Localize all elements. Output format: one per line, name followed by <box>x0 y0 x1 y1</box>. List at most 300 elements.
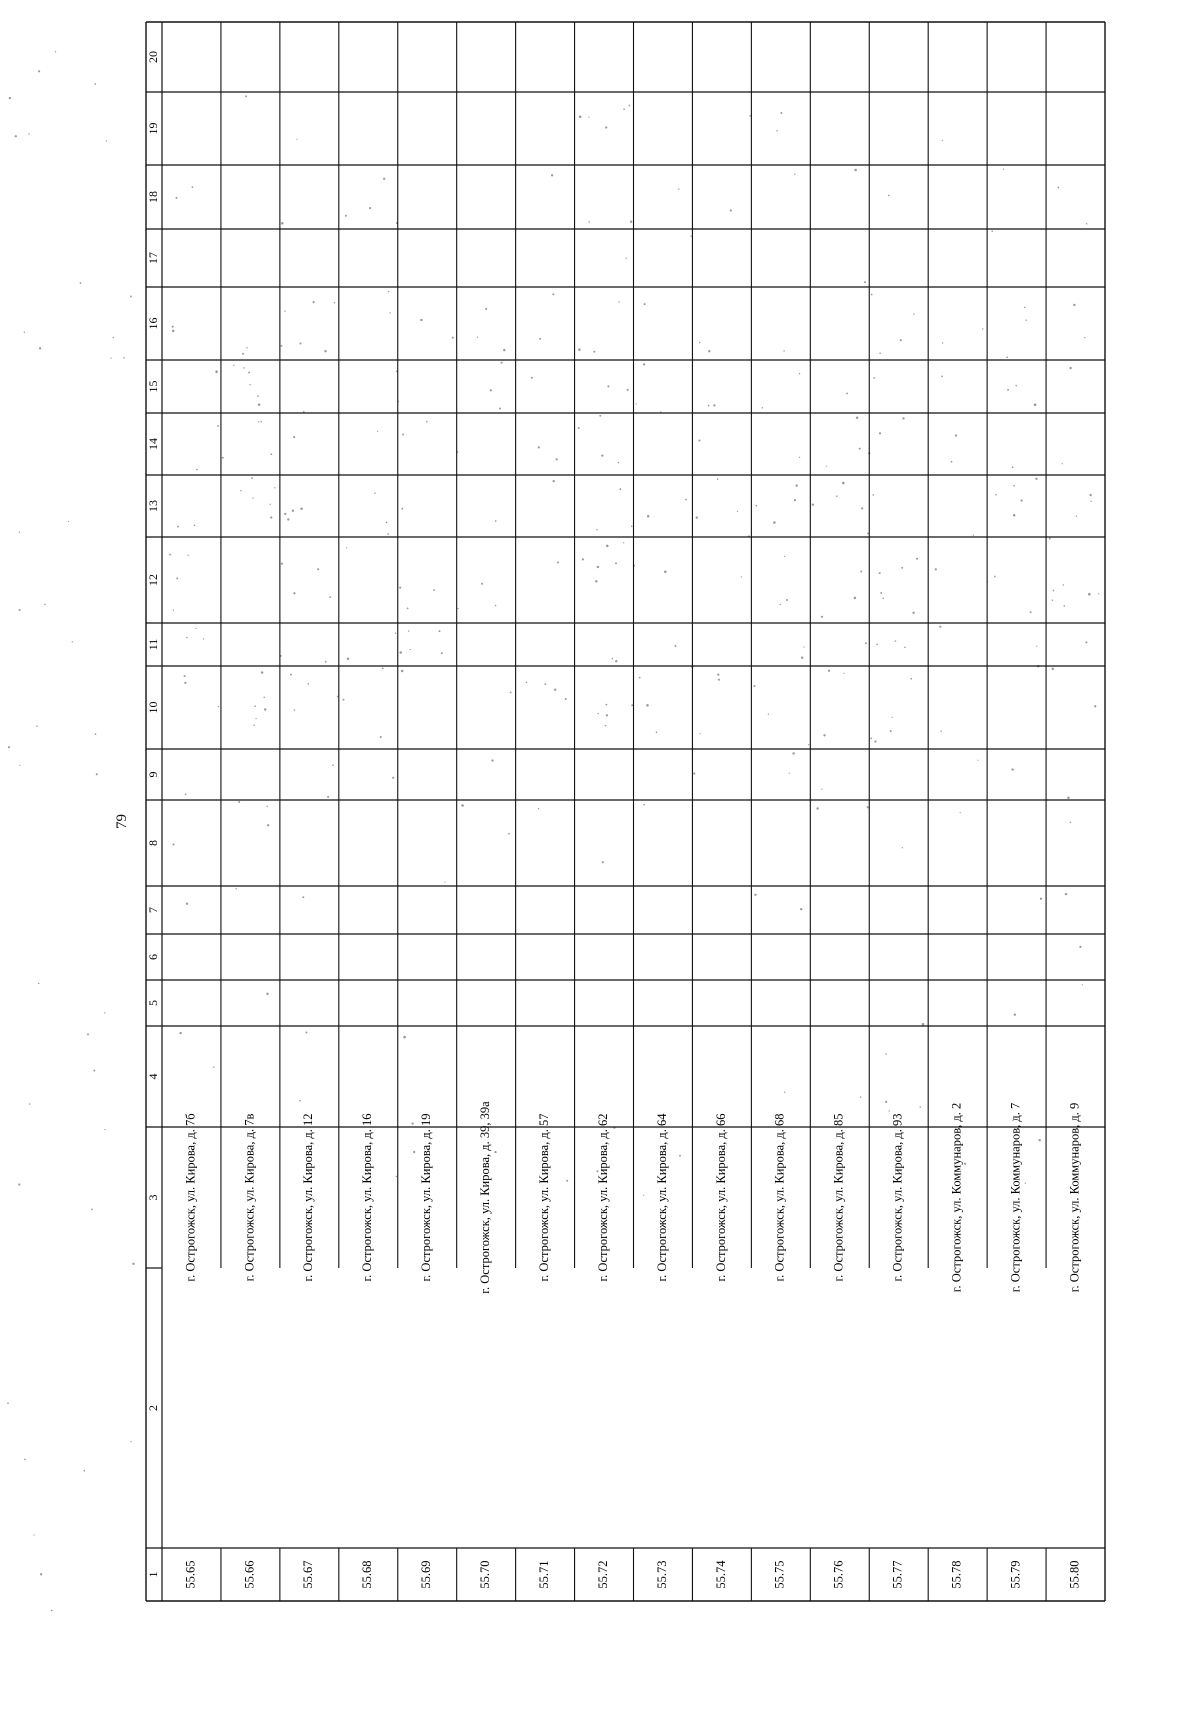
scan-speck <box>786 599 788 601</box>
scan-speck <box>324 350 326 352</box>
scan-speck <box>240 490 241 491</box>
scan-speck <box>426 421 428 423</box>
scan-speck <box>83 1470 85 1472</box>
scan-speck <box>1011 768 1013 770</box>
scan-speck <box>113 337 114 338</box>
scan-speck <box>1094 705 1096 707</box>
scan-speck <box>299 1100 301 1102</box>
scan-speck <box>1070 822 1072 824</box>
scan-speck <box>618 301 619 302</box>
scan-speck <box>539 338 541 340</box>
address-cell: г. Острогожск, ул. Кирова, д. 62 <box>595 1113 610 1282</box>
scan-speck <box>615 562 617 564</box>
scan-speck <box>18 1183 20 1185</box>
scan-speck <box>186 637 188 639</box>
table-text <box>146 51 1082 1589</box>
scan-speck <box>95 733 97 735</box>
scan-speck <box>1088 593 1091 596</box>
scan-speck <box>1076 516 1077 517</box>
column-number-header: 12 <box>145 574 160 586</box>
scan-speck <box>795 484 797 486</box>
scan-speck <box>203 638 204 639</box>
scan-speck <box>80 282 82 284</box>
scan-speck <box>693 772 695 774</box>
scan-speck <box>1024 307 1026 309</box>
scan-speck <box>33 1534 34 1535</box>
scan-speck <box>184 675 186 677</box>
scan-speck <box>444 882 445 883</box>
address-cell: г. Острогожск, ул. Кирова, д. 16 <box>360 1113 375 1282</box>
scan-speck <box>964 1163 966 1165</box>
scan-speck <box>407 608 409 610</box>
scan-speck <box>605 725 607 727</box>
scan-speck <box>553 480 555 482</box>
scan-speck <box>1082 984 1083 985</box>
scan-speck <box>439 630 441 632</box>
scan-speck <box>639 677 641 679</box>
scan-speck <box>72 641 73 642</box>
scan-speck <box>885 1101 887 1103</box>
row-number-cell: 55.71 <box>536 1560 551 1589</box>
scan-speck <box>879 432 881 434</box>
scan-speck <box>892 717 893 718</box>
scan-speck <box>756 505 758 507</box>
scan-speck <box>261 671 264 674</box>
scan-speck <box>920 1106 922 1108</box>
scan-speck <box>267 824 269 826</box>
scan-speck <box>380 736 382 738</box>
scan-speck <box>300 507 303 510</box>
scan-speck <box>578 348 581 351</box>
scan-speck <box>40 1573 42 1575</box>
scan-speck <box>175 197 177 199</box>
scan-speck <box>816 807 818 809</box>
scan-speck <box>588 221 590 223</box>
row-number-cell: 55.70 <box>478 1560 493 1589</box>
scan-speck <box>599 415 601 417</box>
row-number-cell: 55.77 <box>890 1560 905 1589</box>
scan-speck <box>578 427 580 429</box>
scan-speck <box>696 516 698 518</box>
scan-speck <box>217 425 219 427</box>
scan-speck <box>935 568 937 570</box>
scan-speck <box>177 526 179 528</box>
scan-speck <box>631 704 633 706</box>
scan-speck <box>900 339 902 341</box>
row-number-cell: 55.66 <box>242 1560 257 1589</box>
column-number-header: 9 <box>145 771 160 778</box>
scan-speck <box>132 1263 134 1265</box>
scan-speck <box>317 568 319 570</box>
scan-speck <box>799 373 800 374</box>
scan-speck <box>213 1066 215 1068</box>
scan-speck <box>242 353 244 355</box>
scan-speck <box>284 310 285 311</box>
scan-speck <box>598 713 599 714</box>
scan-speck <box>623 108 625 110</box>
table-grid <box>146 22 1105 1601</box>
row-number-cell: 55.78 <box>949 1560 964 1589</box>
scan-speck <box>618 462 619 463</box>
scan-speck <box>96 773 98 775</box>
scan-speck <box>1034 403 1037 406</box>
scan-speck <box>195 628 196 629</box>
scan-speck <box>491 759 493 761</box>
scan-speck <box>222 457 224 459</box>
scan-speck <box>297 139 298 140</box>
scan-speck <box>718 679 720 681</box>
scan-speck <box>872 494 874 496</box>
address-cell: г. Острогожск, ул. Кирова, д. 66 <box>713 1113 728 1282</box>
scan-speck <box>1035 478 1037 480</box>
scan-speck <box>762 407 763 408</box>
scan-speck <box>551 174 553 176</box>
scan-speck <box>859 448 861 450</box>
scan-speck <box>627 389 629 391</box>
scan-speck <box>554 689 556 691</box>
scan-speck <box>873 377 875 379</box>
column-number-header: 19 <box>145 122 160 135</box>
scan-speck <box>939 626 941 628</box>
scan-speck <box>188 555 189 556</box>
scan-speck <box>566 1180 568 1182</box>
scan-speck <box>123 357 125 359</box>
scan-speck <box>401 670 404 673</box>
scan-speck <box>579 116 582 119</box>
scan-speck <box>1013 514 1016 517</box>
scan-speck <box>292 510 294 512</box>
scan-speck <box>870 737 872 739</box>
row-number-cell: 55.76 <box>831 1560 846 1589</box>
scan-speck <box>293 592 295 594</box>
scan-speck <box>19 532 20 533</box>
scan-speck <box>588 116 589 117</box>
scan-speck <box>51 1610 53 1612</box>
scan-speck <box>495 520 497 522</box>
row-number-cell: 55.74 <box>713 1560 728 1589</box>
scan-speck <box>913 314 914 315</box>
scan-speck <box>93 1070 95 1072</box>
scan-speck <box>808 744 809 745</box>
address-cell: г. Острогожск, ул. Кирова, д. 39, 39а <box>478 1101 493 1294</box>
scan-speck <box>325 661 327 663</box>
scan-speck <box>186 903 188 905</box>
scan-speck <box>396 1176 397 1177</box>
scan-speck <box>1030 611 1032 613</box>
scan-speck <box>1085 641 1087 643</box>
scan-speck <box>499 408 501 410</box>
scan-speck <box>413 1151 415 1153</box>
scan-speck <box>346 547 347 548</box>
scan-speck <box>238 801 240 803</box>
scan-speck <box>619 488 621 490</box>
scan-speck <box>882 597 884 599</box>
scan-speck <box>185 794 187 796</box>
scan-speck <box>410 649 411 650</box>
column-number-header: 14 <box>145 438 160 450</box>
scan-speck <box>382 668 384 670</box>
scan-speck <box>973 535 974 536</box>
scan-speck <box>263 696 265 698</box>
scan-speck <box>412 1122 414 1124</box>
scan-speck <box>233 365 234 366</box>
scan-speck <box>87 1033 89 1035</box>
scan-speck <box>39 347 41 349</box>
scan-speck <box>784 1092 785 1093</box>
scan-speck <box>287 518 289 520</box>
scan-speck <box>960 812 961 813</box>
column-number-header: 10 <box>145 701 160 714</box>
scan-speck <box>258 403 261 406</box>
scan-speck <box>874 740 876 742</box>
address-cell: г. Острогожск, ул. Коммунаров, д. 9 <box>1067 1102 1082 1293</box>
scan-speck <box>643 1195 644 1196</box>
scan-speck <box>982 328 983 329</box>
scan-speck <box>194 525 196 527</box>
scan-speck <box>249 384 250 385</box>
scan-speck <box>698 439 700 441</box>
scan-speck <box>218 706 219 707</box>
scan-speck <box>605 126 607 128</box>
scan-speck <box>337 696 339 698</box>
scan-speck <box>623 542 624 543</box>
scan-speck <box>1090 501 1091 502</box>
scan-speck <box>264 708 266 710</box>
scan-speck <box>284 513 286 515</box>
scan-speck <box>826 466 827 467</box>
scan-speck <box>879 352 881 354</box>
scan-speck <box>303 411 305 413</box>
scan-speck <box>281 563 283 565</box>
scan-speck <box>245 95 247 97</box>
scan-speck <box>104 1129 105 1130</box>
scan-speck <box>332 764 334 766</box>
scan-speck <box>901 567 903 569</box>
scan-speck <box>552 293 554 295</box>
scan-speck <box>800 908 802 910</box>
scan-speck <box>477 337 478 338</box>
scan-speck <box>251 477 253 479</box>
scan-speck <box>1014 1014 1016 1016</box>
scan-speck <box>266 806 267 807</box>
scan-speck <box>737 511 738 512</box>
scan-speck <box>612 658 614 660</box>
scan-speck <box>606 545 609 548</box>
scan-speck <box>595 580 597 582</box>
scan-speck <box>1065 893 1067 895</box>
scan-speck <box>646 704 649 707</box>
scan-speck <box>955 434 957 436</box>
scan-speck <box>1025 319 1026 320</box>
scan-speck <box>854 597 857 600</box>
scan-speck <box>794 499 796 501</box>
address-cell: г. Острогожск, ул. Кирова, д. 64 <box>654 1113 669 1282</box>
scan-speck <box>828 670 830 672</box>
scan-speck <box>271 453 273 455</box>
scan-speck <box>38 983 40 985</box>
scan-speck <box>606 714 608 716</box>
scan-speck <box>172 843 174 845</box>
scan-speck <box>1069 367 1071 369</box>
scan-speck <box>334 302 335 303</box>
scan-speck <box>941 376 943 378</box>
scan-speck <box>647 515 650 518</box>
scan-speck <box>606 704 608 706</box>
scan-speck <box>1067 796 1070 799</box>
scan-speck <box>544 683 546 685</box>
scan-speck <box>678 188 679 189</box>
scan-speck <box>836 495 838 497</box>
scan-speck <box>1007 389 1009 391</box>
scan-speck <box>19 765 20 766</box>
scan-speck <box>741 576 742 577</box>
scan-speck <box>44 604 46 606</box>
scan-speck <box>253 724 255 726</box>
scan-speck <box>29 1103 31 1105</box>
column-number-header: 18 <box>145 191 160 203</box>
scan-speck <box>1036 646 1037 647</box>
column-number-header: 5 <box>145 1000 160 1006</box>
scan-speck <box>91 1209 93 1211</box>
scan-speck <box>675 645 677 647</box>
address-cell: г. Острогожск, ул. Кирова, д. 12 <box>301 1113 316 1282</box>
row-number-cell: 55.72 <box>595 1560 610 1589</box>
scan-speck <box>1079 946 1081 948</box>
scan-speck <box>420 319 422 321</box>
scan-speck <box>1053 590 1055 592</box>
scan-speck <box>630 221 632 223</box>
scan-speck <box>821 788 822 789</box>
scan-speck <box>636 403 637 404</box>
scan-speck <box>452 337 454 339</box>
scan-speck <box>1049 538 1051 540</box>
scan-speck <box>597 566 599 568</box>
scan-noise <box>7 51 1099 1611</box>
scan-speck <box>461 804 464 807</box>
scan-speck <box>557 562 559 564</box>
scan-speck <box>274 487 275 488</box>
scan-speck <box>501 362 503 364</box>
scan-speck <box>345 215 347 217</box>
scan-speck <box>235 888 236 889</box>
scan-speck <box>402 434 404 436</box>
scan-speck <box>803 646 804 647</box>
scan-speck <box>895 640 896 641</box>
scan-speck <box>374 492 376 494</box>
scan-speck <box>776 130 778 132</box>
column-number-header: 4 <box>145 1073 160 1080</box>
scan-speck <box>510 691 512 693</box>
scan-speck <box>9 97 11 99</box>
scan-speck <box>780 112 782 114</box>
address-cell: г. Острогожск, ул. Кирова, д. 7б <box>183 1113 198 1282</box>
scan-speck <box>503 349 505 351</box>
scan-speck <box>690 235 691 236</box>
scan-speck <box>7 1402 9 1404</box>
scan-speck <box>313 301 315 303</box>
address-cell: г. Острогожск, ул. Кирова, д. 85 <box>831 1113 846 1282</box>
column-number-header: 11 <box>145 638 160 651</box>
scan-speck <box>860 571 862 573</box>
scan-speck <box>1062 463 1063 464</box>
scan-speck <box>615 660 617 662</box>
scan-speck <box>28 133 29 134</box>
scan-speck <box>730 209 732 211</box>
scan-speck <box>843 673 844 674</box>
row-number-cell: 55.68 <box>360 1560 375 1589</box>
scan-speck <box>19 609 21 611</box>
scan-speck <box>593 351 595 353</box>
column-number-header: 3 <box>145 1194 160 1201</box>
address-cell: г. Острогожск, ул. Кирова, д. 19 <box>419 1113 434 1282</box>
scan-speck <box>754 894 756 896</box>
scan-speck <box>408 630 409 631</box>
scan-speck <box>792 752 794 754</box>
scan-speck <box>343 699 345 701</box>
scan-speck <box>490 389 492 391</box>
scan-speck <box>1003 169 1004 170</box>
scan-speck <box>890 730 892 732</box>
scan-speck <box>433 589 435 591</box>
scan-speck <box>110 357 111 358</box>
scan-speck <box>565 698 567 700</box>
scan-speck <box>821 616 823 618</box>
address-cell: г. Острогожск, ул. Кирова, д. 57 <box>536 1113 551 1282</box>
scan-speck <box>856 417 859 420</box>
scan-speck <box>377 431 378 432</box>
scan-speck <box>15 135 17 137</box>
column-number-header: 7 <box>145 907 160 913</box>
scan-speck <box>538 808 539 809</box>
scan-speck <box>383 178 385 180</box>
scan-speck <box>386 522 388 524</box>
scan-speck <box>258 421 259 422</box>
scan-speck <box>783 350 785 352</box>
scan-speck <box>860 1096 862 1098</box>
scan-speck <box>643 363 645 365</box>
scan-speck <box>173 610 174 611</box>
scan-speck <box>1063 605 1065 607</box>
scan-speck <box>556 458 558 460</box>
scan-speck <box>842 482 845 485</box>
scan-speck <box>36 725 38 727</box>
scan-speck <box>1012 466 1014 468</box>
scan-speck <box>995 494 997 496</box>
scan-speck <box>601 454 603 456</box>
scan-speck <box>773 521 776 524</box>
scan-speck <box>388 291 389 292</box>
scan-speck <box>508 833 510 835</box>
scan-speck <box>8 746 10 748</box>
scan-speck <box>329 596 331 598</box>
scan-speck <box>260 421 262 423</box>
row-number-cell: 55.73 <box>654 1560 669 1589</box>
scan-speck <box>538 446 540 448</box>
scan-speck <box>942 342 943 343</box>
column-number-header: 1 <box>145 1571 160 1578</box>
scan-speck <box>196 469 198 471</box>
scan-speck <box>485 308 487 310</box>
scan-speck <box>922 1023 925 1026</box>
scan-speck <box>910 678 912 680</box>
column-number-header: 13 <box>145 500 160 512</box>
scan-speck <box>192 186 194 188</box>
address-cell: г. Острогожск, ул. Кирова, д. 93 <box>890 1113 905 1282</box>
row-number-cell: 55.69 <box>419 1560 434 1589</box>
scan-speck <box>169 554 171 556</box>
scan-speck <box>644 303 646 305</box>
page-number: 79 <box>114 814 130 829</box>
